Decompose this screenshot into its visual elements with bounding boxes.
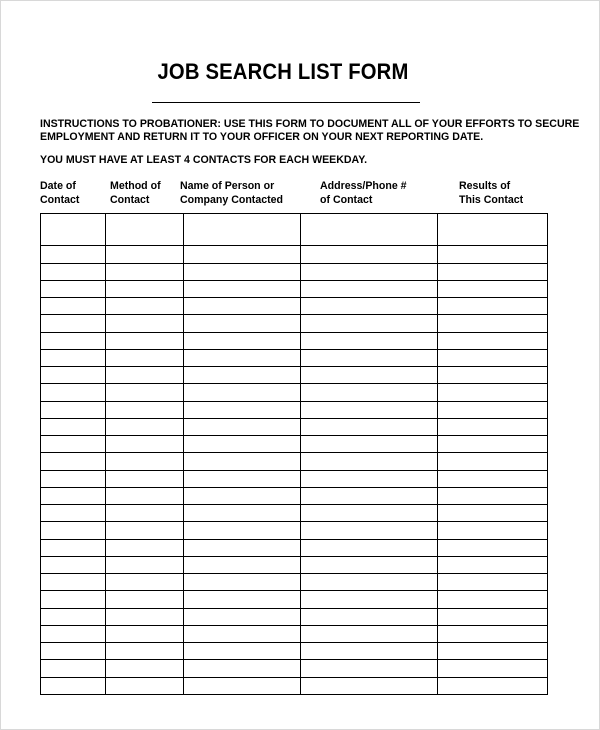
- table-cell[interactable]: [438, 539, 548, 556]
- table-cell[interactable]: [438, 315, 548, 332]
- table-cell[interactable]: [106, 470, 184, 487]
- table-row: [41, 574, 548, 591]
- table-cell[interactable]: [184, 315, 301, 332]
- table-cell[interactable]: [41, 418, 106, 435]
- table-cell[interactable]: [438, 418, 548, 435]
- table-cell[interactable]: [438, 556, 548, 573]
- table-row: [41, 418, 548, 435]
- table-cell[interactable]: [106, 349, 184, 366]
- table-cell[interactable]: [106, 367, 184, 384]
- table-cell[interactable]: [301, 522, 438, 539]
- table-row: [41, 625, 548, 642]
- table-row: [41, 591, 548, 608]
- table-cell[interactable]: [41, 574, 106, 591]
- table-cell[interactable]: [301, 246, 438, 263]
- table-cell[interactable]: [438, 349, 548, 366]
- table-cell[interactable]: [106, 384, 184, 401]
- table-cell[interactable]: [41, 332, 106, 349]
- table-cell[interactable]: [106, 263, 184, 280]
- table-cell[interactable]: [301, 660, 438, 677]
- table-cell[interactable]: [41, 625, 106, 642]
- table-row: [41, 436, 548, 453]
- table-cell[interactable]: [184, 332, 301, 349]
- table-cell[interactable]: [301, 298, 438, 315]
- title-underline: [152, 102, 420, 103]
- table-cell[interactable]: [41, 401, 106, 418]
- table-cell[interactable]: [438, 487, 548, 504]
- table-cell[interactable]: [41, 246, 106, 263]
- table-cell[interactable]: [301, 453, 438, 470]
- table-cell[interactable]: [184, 574, 301, 591]
- table-cell[interactable]: [301, 263, 438, 280]
- table-cell[interactable]: [184, 349, 301, 366]
- contact-log-table: [40, 213, 548, 695]
- table-cell[interactable]: [41, 436, 106, 453]
- table-row: [41, 246, 548, 263]
- table-cell[interactable]: [438, 453, 548, 470]
- table-cell[interactable]: [41, 677, 106, 694]
- table-cell[interactable]: [184, 625, 301, 642]
- table-cell[interactable]: [106, 522, 184, 539]
- table-cell[interactable]: [184, 522, 301, 539]
- table-row: [41, 643, 548, 660]
- table-row: [41, 367, 548, 384]
- table-cell[interactable]: [438, 574, 548, 591]
- table-cell[interactable]: [184, 367, 301, 384]
- table-cell[interactable]: [301, 214, 438, 246]
- table-row: [41, 677, 548, 694]
- table-cell[interactable]: [41, 470, 106, 487]
- table-cell[interactable]: [301, 418, 438, 435]
- table-row: [41, 453, 548, 470]
- table-cell[interactable]: [106, 608, 184, 625]
- table-cell[interactable]: [106, 487, 184, 504]
- table-cell[interactable]: [41, 505, 106, 522]
- table-cell[interactable]: [106, 556, 184, 573]
- header-name-of-person: Name of Person or Company Contacted: [180, 180, 284, 206]
- table-cell[interactable]: [184, 643, 301, 660]
- table-row: [41, 315, 548, 332]
- table-cell[interactable]: [301, 470, 438, 487]
- table-cell[interactable]: [438, 436, 548, 453]
- table-cell[interactable]: [438, 677, 548, 694]
- table-cell[interactable]: [301, 401, 438, 418]
- table-cell[interactable]: [184, 608, 301, 625]
- table-cell[interactable]: [106, 436, 184, 453]
- table-cell[interactable]: [106, 591, 184, 608]
- instructions-line-1: INSTRUCTIONS TO PROBATIONER: USE THIS FORM TO DOCUMENT ALL OF YOUR EFFORTS TO SECURE: [40, 118, 580, 130]
- table-cell[interactable]: [184, 556, 301, 573]
- table-cell[interactable]: [301, 574, 438, 591]
- table-cell[interactable]: [438, 246, 548, 263]
- table-cell[interactable]: [301, 487, 438, 504]
- header-address-phone: Address/Phone # of Contact: [320, 180, 407, 206]
- table-cell[interactable]: [184, 505, 301, 522]
- table-cell[interactable]: [184, 470, 301, 487]
- table-cell[interactable]: [301, 315, 438, 332]
- table-cell[interactable]: [41, 315, 106, 332]
- table-cell[interactable]: [184, 418, 301, 435]
- table-cell[interactable]: [41, 643, 106, 660]
- table-cell[interactable]: [438, 591, 548, 608]
- table-cell[interactable]: [184, 280, 301, 297]
- table-row: [41, 487, 548, 504]
- table-cell[interactable]: [301, 643, 438, 660]
- table-cell[interactable]: [301, 349, 438, 366]
- table-cell[interactable]: [184, 453, 301, 470]
- table-cell[interactable]: [106, 625, 184, 642]
- table-cell[interactable]: [438, 367, 548, 384]
- table-cell[interactable]: [41, 487, 106, 504]
- table-cell[interactable]: [301, 384, 438, 401]
- table-row: [41, 401, 548, 418]
- table-cell[interactable]: [301, 280, 438, 297]
- table-cell[interactable]: [184, 246, 301, 263]
- table-cell[interactable]: [301, 591, 438, 608]
- header-date-of-contact: Date of Contact: [40, 180, 80, 206]
- table-cell[interactable]: [106, 298, 184, 315]
- table-cell[interactable]: [106, 574, 184, 591]
- table-cell[interactable]: [184, 660, 301, 677]
- table-cell[interactable]: [41, 280, 106, 297]
- table-row: [41, 660, 548, 677]
- table-cell[interactable]: [301, 332, 438, 349]
- table-cell[interactable]: [301, 625, 438, 642]
- table-cell[interactable]: [41, 608, 106, 625]
- instructions-block: [40, 118, 580, 144]
- table-cell[interactable]: [41, 349, 106, 366]
- table-cell[interactable]: [106, 677, 184, 694]
- table-cell[interactable]: [438, 401, 548, 418]
- form-title: JOB SEARCH LIST FORM: [157, 59, 409, 84]
- header-method-of-contact: Method of Contact: [110, 180, 161, 206]
- table-cell[interactable]: [184, 591, 301, 608]
- table-row: [41, 539, 548, 556]
- table-cell[interactable]: [41, 453, 106, 470]
- table-cell[interactable]: [438, 332, 548, 349]
- table-row: [41, 280, 548, 297]
- table-cell[interactable]: [438, 384, 548, 401]
- table-row: [41, 332, 548, 349]
- table-cell[interactable]: [301, 608, 438, 625]
- table-cell[interactable]: [41, 556, 106, 573]
- table-row: [41, 608, 548, 625]
- header-results: Results of This Contact: [459, 180, 524, 206]
- table-row: [41, 505, 548, 522]
- table-cell[interactable]: [438, 660, 548, 677]
- table-cell[interactable]: [106, 401, 184, 418]
- table-cell[interactable]: [106, 643, 184, 660]
- table-cell[interactable]: [438, 214, 548, 246]
- table-cell[interactable]: [301, 505, 438, 522]
- table-cell[interactable]: [106, 332, 184, 349]
- table-cell[interactable]: [106, 660, 184, 677]
- table-cell[interactable]: [184, 263, 301, 280]
- table-cell[interactable]: [106, 214, 184, 246]
- table-cell[interactable]: [438, 643, 548, 660]
- table-cell[interactable]: [106, 453, 184, 470]
- table-cell[interactable]: [106, 505, 184, 522]
- table-cell[interactable]: [41, 539, 106, 556]
- table-cell[interactable]: [41, 591, 106, 608]
- table-cell[interactable]: [438, 505, 548, 522]
- table-row: [41, 298, 548, 315]
- instructions-line-2: EMPLOYMENT AND RETURN IT TO YOUR OFFICER ON YOUR NEXT REPORTING DATE.: [40, 131, 484, 143]
- table-cell[interactable]: [41, 298, 106, 315]
- table-cell[interactable]: [184, 436, 301, 453]
- table-cell[interactable]: [184, 384, 301, 401]
- table-cell[interactable]: [184, 487, 301, 504]
- table-cell[interactable]: [301, 367, 438, 384]
- table-cell[interactable]: [184, 677, 301, 694]
- table-cell[interactable]: [438, 608, 548, 625]
- table-row: [41, 556, 548, 573]
- table-cell[interactable]: [41, 384, 106, 401]
- table-cell[interactable]: [438, 522, 548, 539]
- table-row: [41, 349, 548, 366]
- table-cell[interactable]: [184, 539, 301, 556]
- table-cell[interactable]: [41, 660, 106, 677]
- requirement-text: YOU MUST HAVE AT LEAST 4 CONTACTS FOR EACH WEEKDAY.: [40, 154, 368, 166]
- table-cell[interactable]: [41, 522, 106, 539]
- table-cell[interactable]: [41, 214, 106, 246]
- table-row: [41, 384, 548, 401]
- table-row: [41, 470, 548, 487]
- table-cell[interactable]: [438, 280, 548, 297]
- table-cell[interactable]: [184, 298, 301, 315]
- table-cell[interactable]: [106, 280, 184, 297]
- table-cell[interactable]: [106, 418, 184, 435]
- table-cell[interactable]: [41, 367, 106, 384]
- table-cell[interactable]: [438, 625, 548, 642]
- table-cell[interactable]: [106, 246, 184, 263]
- table-cell[interactable]: [106, 539, 184, 556]
- table-cell[interactable]: [106, 315, 184, 332]
- table-row: [41, 522, 548, 539]
- table-cell[interactable]: [301, 539, 438, 556]
- table-cell[interactable]: [184, 214, 301, 246]
- table-cell[interactable]: [301, 436, 438, 453]
- table-cell[interactable]: [301, 677, 438, 694]
- table-cell[interactable]: [41, 263, 106, 280]
- table-cell[interactable]: [184, 401, 301, 418]
- table-row: [41, 263, 548, 280]
- contact-log-body: [41, 214, 548, 695]
- table-row: [41, 214, 548, 246]
- table-cell[interactable]: [438, 263, 548, 280]
- table-cell[interactable]: [438, 298, 548, 315]
- table-cell[interactable]: [438, 470, 548, 487]
- table-cell[interactable]: [301, 556, 438, 573]
